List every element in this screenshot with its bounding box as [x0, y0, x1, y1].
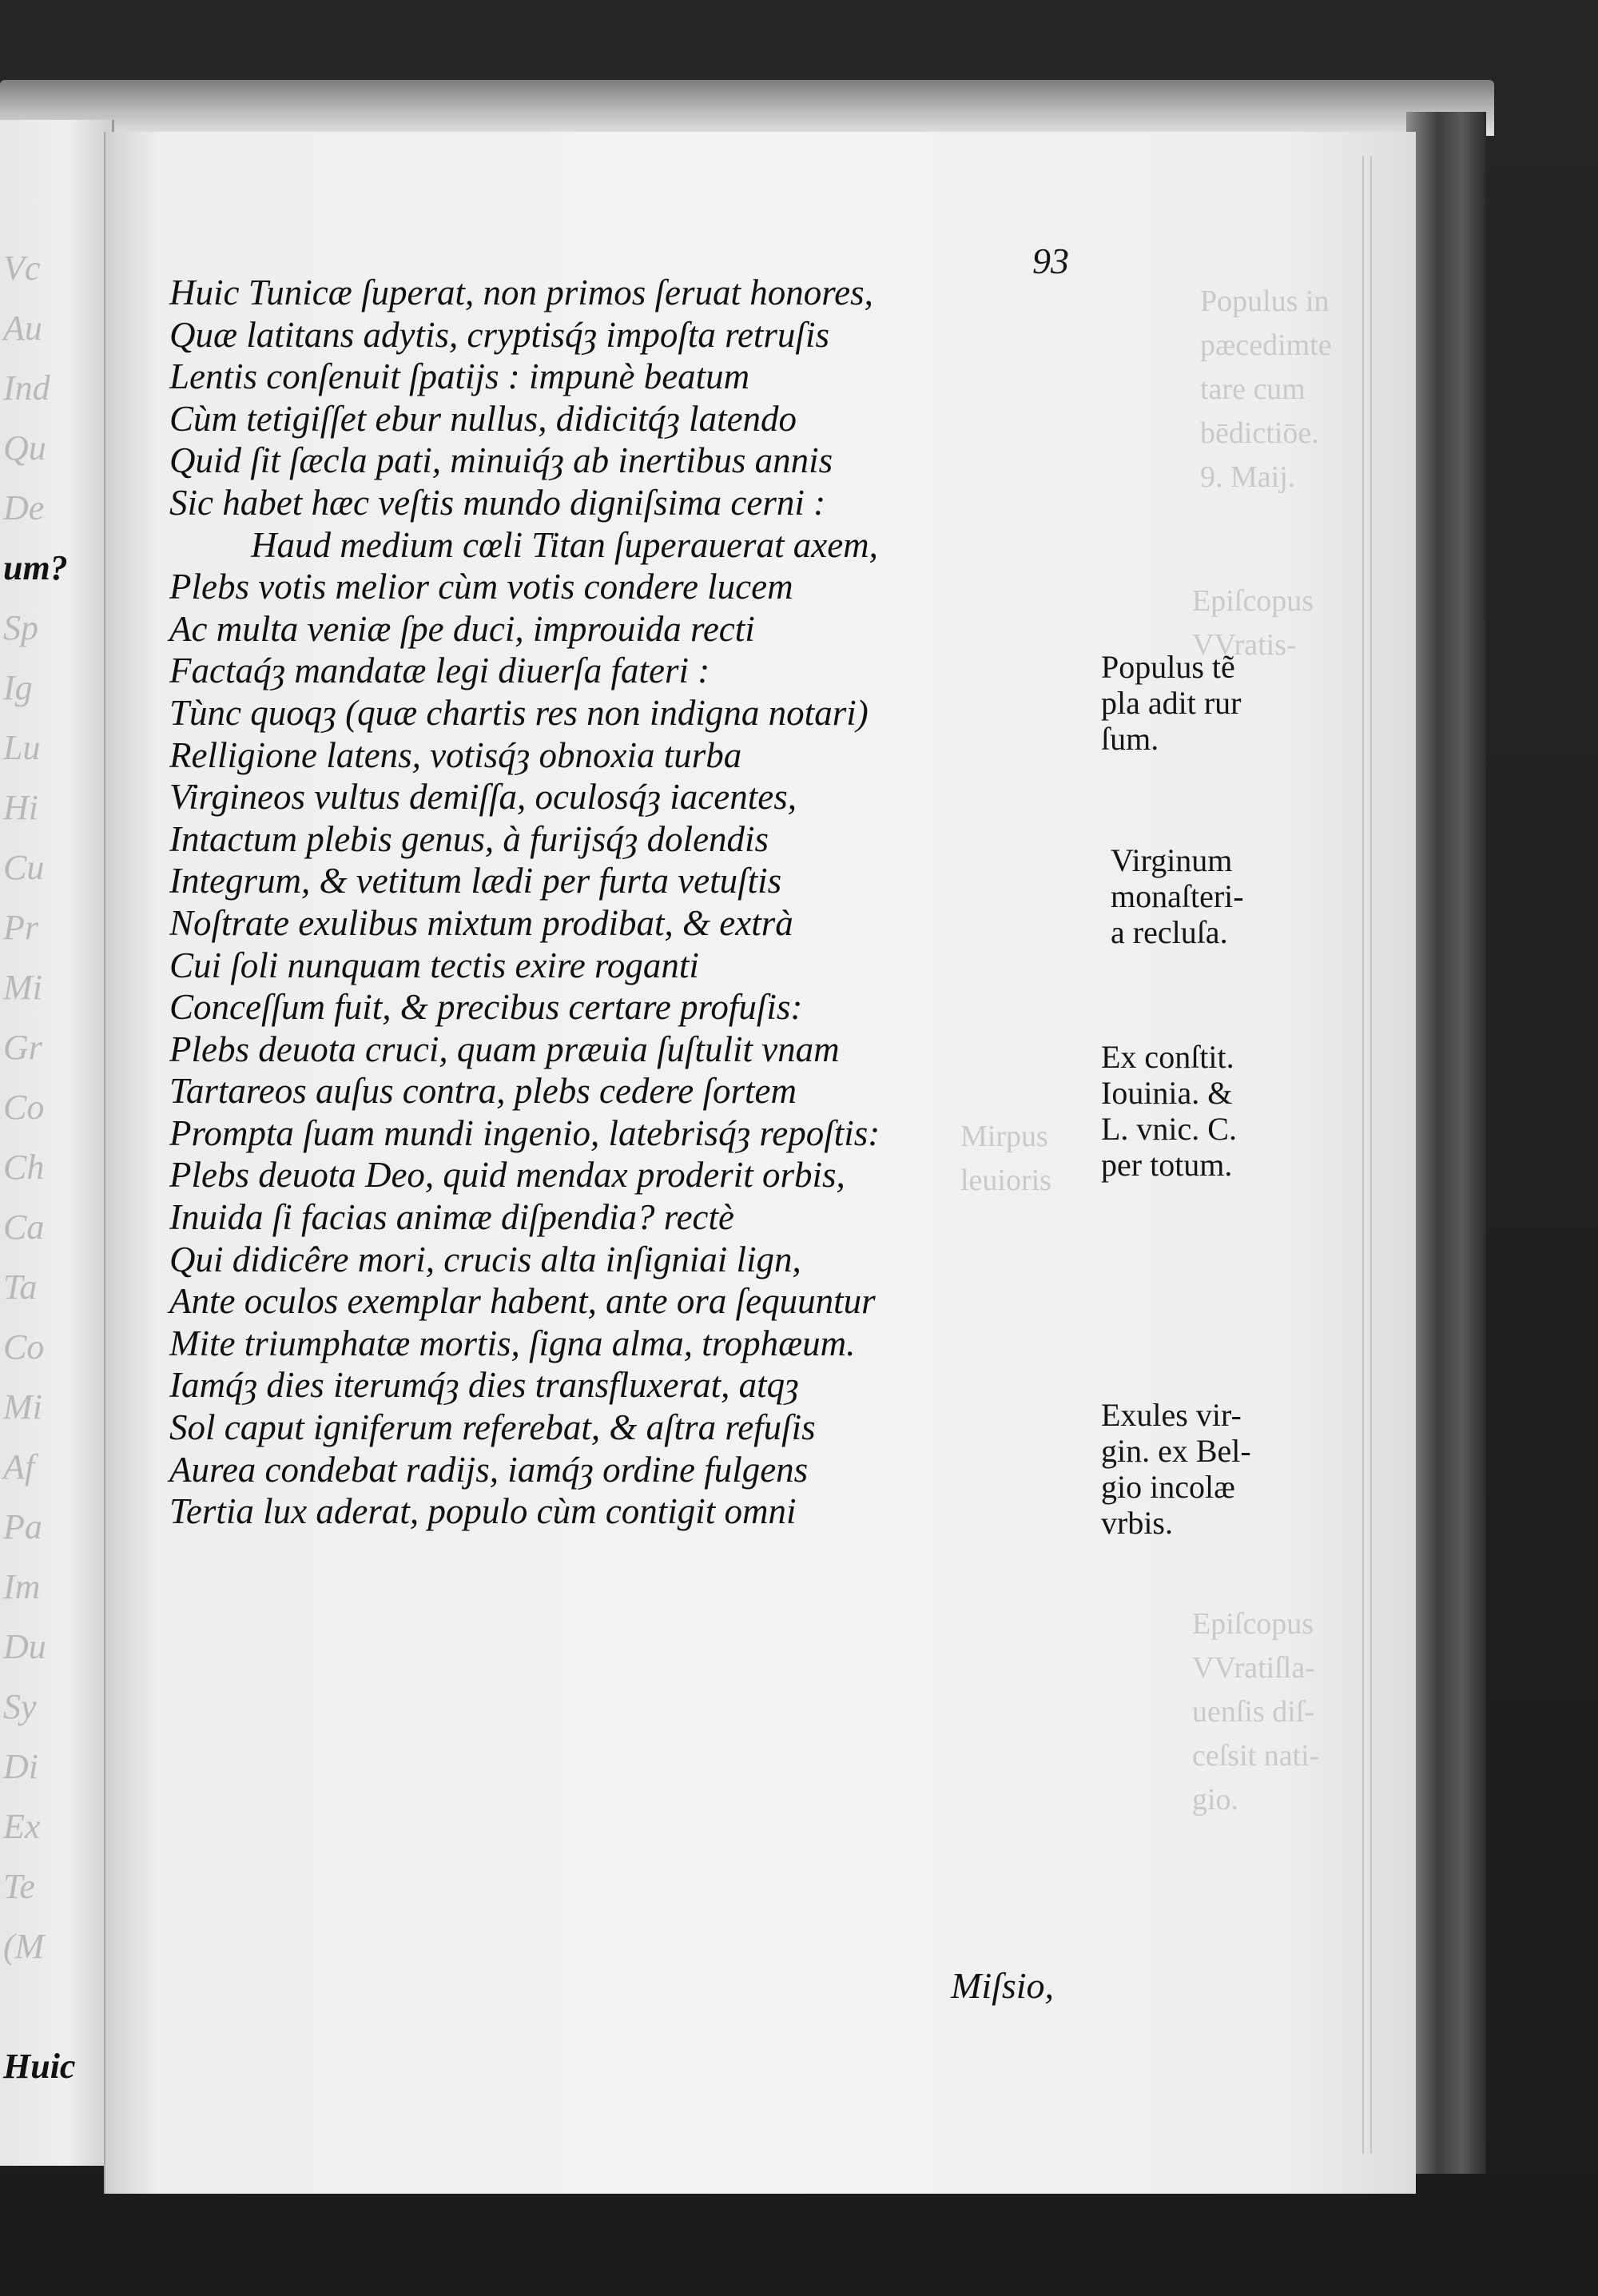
- marginal-note-temple: [1101, 649, 1242, 757]
- marginal-line: L. vnic. C.: [1101, 1111, 1237, 1147]
- verse-line: Qui didicêre mori, crucis alta inſigniai lign,: [169, 1239, 801, 1279]
- left-page-fragment: Pr: [3, 908, 38, 947]
- left-page-fragment: Pa: [3, 1507, 42, 1546]
- marginal-line: monaſteri-: [1111, 878, 1244, 914]
- left-page-sliver: [0, 120, 114, 2166]
- show-through-line: tare cum: [1200, 372, 1306, 406]
- left-page-fragment: Au: [3, 308, 42, 348]
- marginal-line: Populus tẽ: [1101, 649, 1235, 685]
- left-page-fragment: Mi: [3, 968, 42, 1007]
- verse-line: Haud medium cœli Titan ſuperauerat axem,: [251, 524, 878, 565]
- verse-line: Cui ſoli nunquam tectis exire roganti: [169, 945, 699, 985]
- verse-line: Plebs votis melior cùm votis condere lucem: [169, 567, 793, 607]
- book-cover-edge: [1406, 112, 1486, 2174]
- left-page-fragment: Ta: [3, 1267, 38, 1307]
- marginal-line: Virginum: [1111, 842, 1233, 878]
- show-through-line: 9. Maij.: [1200, 460, 1296, 494]
- left-page-fragment: Te: [3, 1867, 35, 1906]
- left-page-fragment: Mi: [3, 1387, 42, 1427]
- verse-line: Tùnc quoqȝ (quæ chartis res non indigna notari): [169, 692, 869, 733]
- left-page-fragment: Sp: [3, 608, 38, 647]
- left-page-fragment: De: [3, 488, 45, 527]
- verse-line: Prompta ſuam mundi ingenio, latebrisq́ȝ repoſtis:: [169, 1112, 880, 1153]
- verse-line: Cùm tetigiſſet ebur nullus, didicitq́ȝ latendo: [169, 398, 797, 439]
- show-through-line: uenſis diſ-: [1192, 1695, 1315, 1729]
- marginal-note-constitution: [1101, 1039, 1237, 1183]
- marginal-line: vrbis.: [1101, 1505, 1173, 1541]
- marginal-line: ſum.: [1101, 721, 1159, 757]
- verse-line: Factaq́ȝ mandatæ legi diuerſa fateri :: [169, 651, 710, 691]
- left-page-fragment: Cu: [3, 848, 45, 887]
- marginal-line: Iouinia. &: [1101, 1075, 1233, 1111]
- verse-line: Ac multa veniæ ſpe duci, improuida recti: [169, 608, 755, 649]
- left-page-fragment: Du: [3, 1627, 46, 1666]
- verse-line: Virgineos vultus demiſſa, oculosq́ȝ iacentes,: [169, 777, 797, 818]
- left-page-fragment: Ind: [3, 368, 50, 408]
- show-through-line: pæcedimte: [1200, 328, 1332, 362]
- left-page-fragment: Lu: [3, 728, 41, 767]
- show-through-line: VVratis-: [1192, 628, 1297, 662]
- verse-line: Sol caput igniferum referebat, & aſtra refuſis: [169, 1407, 816, 1448]
- show-through-line: gio.: [1192, 1783, 1239, 1817]
- catchword: Miſsio,: [951, 1965, 1055, 2006]
- verse-line: Ante oculos exemplar habent, ante ora ſequuntur: [169, 1281, 876, 1322]
- left-page-fragment: Ex: [3, 1807, 41, 1846]
- left-page-fragment: Hi: [3, 788, 38, 827]
- left-page-fragment: Ig: [3, 668, 33, 707]
- verse-line: Plebs deuota cruci, quam præuia ſuſtulit vnam: [169, 1029, 840, 1069]
- show-through-line: VVratiſla-: [1192, 1651, 1315, 1685]
- left-page-fragment: Qu: [3, 428, 46, 468]
- left-page-fragment: Sy: [3, 1687, 37, 1726]
- show-through-line: ceſsit nati-: [1192, 1739, 1320, 1773]
- marginal-line: Exules vir-: [1101, 1397, 1242, 1433]
- show-through-line: Epiſcopus: [1192, 1607, 1314, 1641]
- verse-line: Integrum, & vetitum lædi per furta vetuſtis: [169, 861, 782, 901]
- marginal-line: Ex conſtit.: [1101, 1039, 1234, 1075]
- verse-line: Sic habet hæc veſtis mundo digniſsima cerni :: [169, 482, 826, 523]
- verse-line: Plebs deuota Deo, quid mendax proderit orbis,: [169, 1155, 845, 1196]
- show-through-line: leuioris: [960, 1164, 1051, 1197]
- show-through-line: bēdictiōe.: [1200, 416, 1319, 450]
- left-page-fragment: Di: [3, 1747, 38, 1786]
- show-through-line: Populus in: [1200, 285, 1330, 318]
- verse-line: Mite triumphatæ mortis, ſigna alma, trophæum.: [169, 1323, 856, 1363]
- verse-line: Intactum plebis genus, à furijsq́ȝ dolendis: [169, 818, 769, 859]
- left-page-fragment: Co: [3, 1088, 45, 1127]
- marginal-line: pla adit rur: [1101, 685, 1242, 721]
- left-page-fragment: Co: [3, 1327, 45, 1367]
- verse-line: Tartareos auſus contra, plebs cedere ſortem: [169, 1071, 797, 1112]
- left-page-fragment: Im: [3, 1567, 41, 1606]
- left-page-fragment: Ch: [3, 1148, 45, 1187]
- marginal-note-virgins: [1111, 842, 1244, 950]
- verse-line: Aurea condebat radijs, iamq́ȝ ordine fulgens: [169, 1449, 809, 1490]
- verse-line: Noſtrate exulibus mixtum prodibat, & extrà: [169, 902, 793, 943]
- marginal-note-exiles: [1101, 1397, 1251, 1541]
- marginal-line: a recluſa.: [1111, 914, 1228, 950]
- show-through-line: Mirpus: [960, 1120, 1048, 1153]
- left-page-fragment: Gr: [3, 1028, 42, 1067]
- marginal-line: gio incolæ: [1101, 1469, 1235, 1505]
- verse-text: [169, 272, 1096, 1533]
- verse-line: Iamq́ȝ dies iterumq́ȝ dies transfluxerat, atqȝ: [169, 1365, 799, 1406]
- left-page-catchword: Huic: [3, 2047, 76, 2086]
- verse-line: Quid ſit ſæcla pati, minuiq́ȝ ab inertibus annis: [169, 440, 833, 481]
- marginal-line: gin. ex Bel-: [1101, 1433, 1251, 1469]
- left-page-fragment: (M: [3, 1927, 45, 1966]
- left-page-fragment: um?: [3, 548, 68, 587]
- page-number: 93: [1032, 241, 1069, 281]
- show-through-line: Epiſcopus: [1192, 584, 1314, 618]
- left-page-fragment: Ca: [3, 1208, 45, 1247]
- verse-line: Tertia lux aderat, populo cùm contigit omni: [169, 1491, 797, 1532]
- verse-line: Relligione latens, votisq́ȝ obnoxia turba: [169, 734, 742, 775]
- left-page-fragment: Af: [3, 1447, 35, 1486]
- verse-line: Conceſſum fuit, & precibus certare profuſis:: [169, 987, 803, 1028]
- page-edge-lines: [1362, 156, 1372, 2154]
- verse-line: Quæ latitans adytis, cryptisq́ȝ impoſta retruſis: [169, 314, 829, 355]
- verse-line: Lentis conſenuit ſpatijs : impunè beatum: [169, 356, 750, 397]
- marginal-line: per totum.: [1101, 1147, 1233, 1183]
- verse-line: Huic Tunicæ ſuperat, non primos ſeruat honores,: [169, 273, 873, 312]
- verse-line: Inuida ſi facias animæ diſpendia? rectè: [169, 1197, 734, 1238]
- left-page-fragment: Vc: [3, 249, 41, 288]
- page-top-edge: [0, 80, 1494, 136]
